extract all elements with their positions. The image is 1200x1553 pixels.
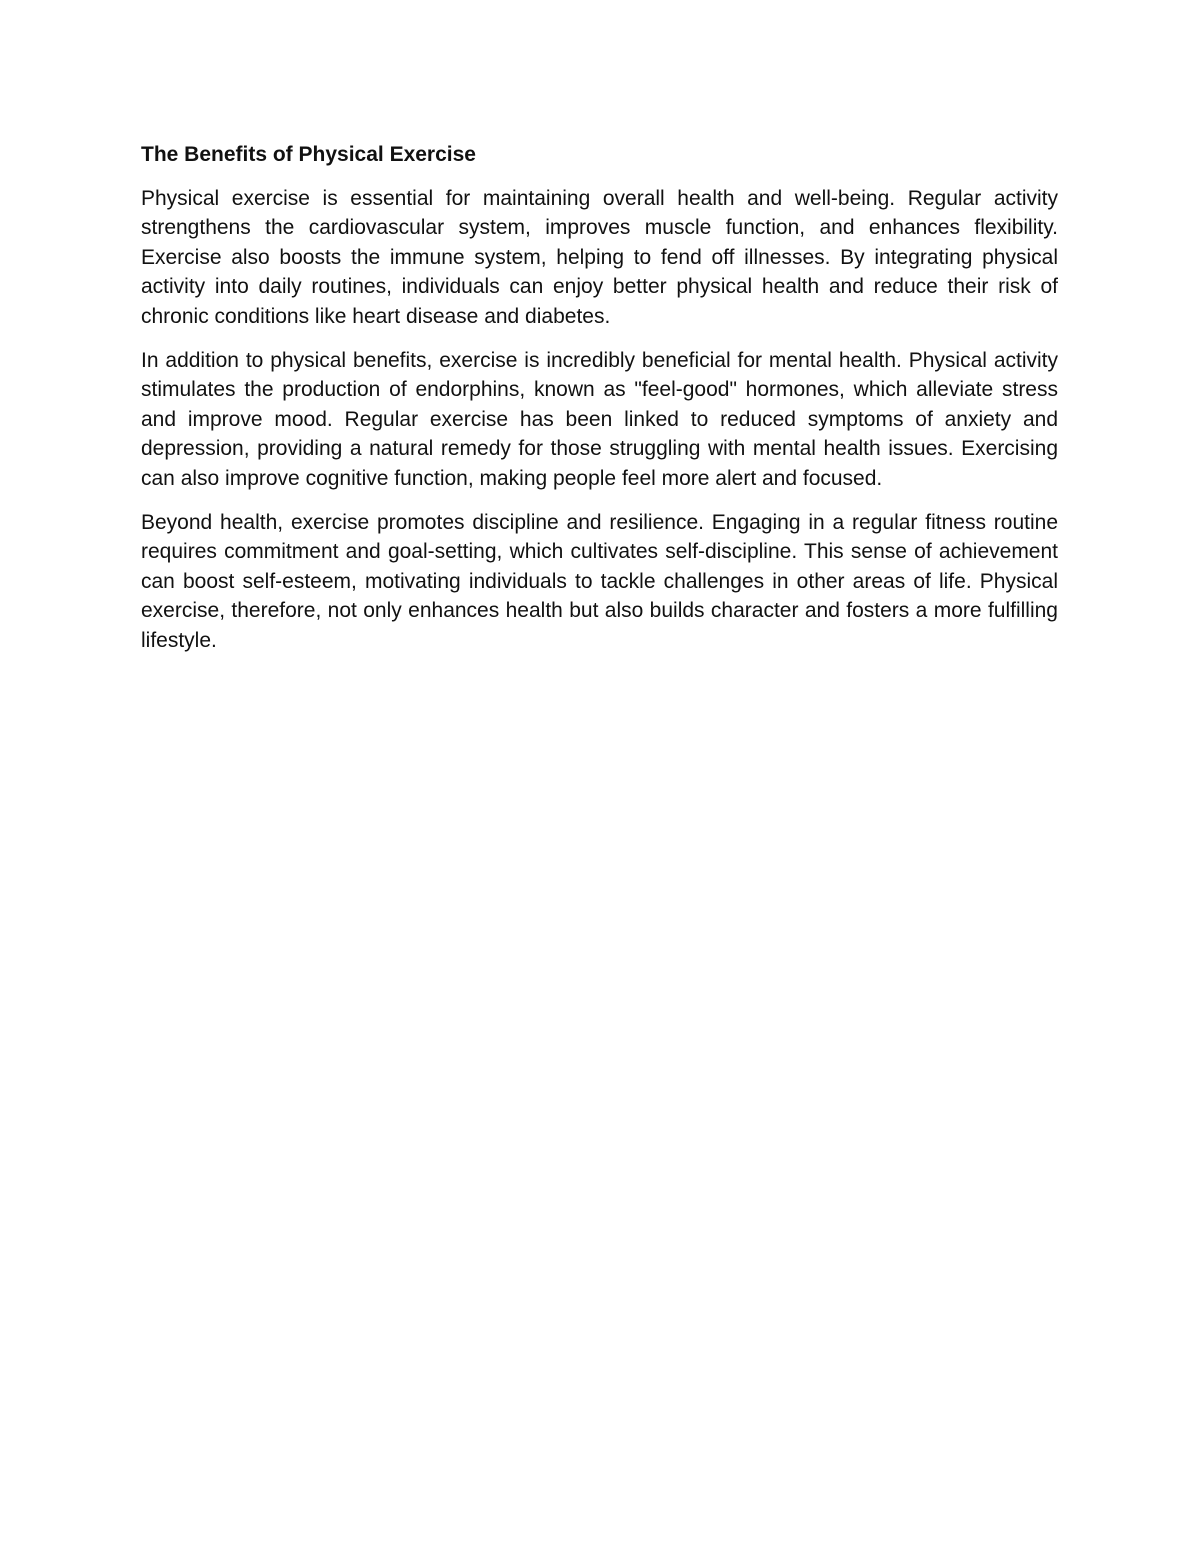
paragraph-discipline-benefits: Beyond health, exercise promotes discipline and resilience. Engaging in a regular fitness routine requires commitment and goal-setting, which cultivates self-discipline. This sense of achievement can boost self-esteem, motivating individuals to tackle challenges in other areas of life. Physical exercise, therefore, not only enhances health but also builds character and fosters a more fulfilling lifestyle.	[141, 511, 1058, 652]
paragraph-physical-benefits: Physical exercise is essential for maintaining overall health and well-being. Regular activity strengthens the cardiovascular system, improves muscle function, and enhances flexibility. Exercise also boosts the immune system, helping to fend off illnesses. By integrating physical activity into daily routines, individuals can enjoy better physical health and reduce their risk of chronic conditions like heart disease and diabetes.	[141, 187, 1058, 328]
document-title: The Benefits of Physical Exercise	[141, 143, 476, 166]
paragraph-mental-benefits: In addition to physical benefits, exercise is incredibly beneficial for mental health. Physical activity stimulates the production of endorphins, known as "feel-good" hormones, which alleviate stress and improve mood. Regular exercise has been linked to reduced symptoms of anxiety and depression, providing a natural remedy for those struggling with mental health issues. Exercising can also improve cognitive function, making people feel more alert and focused.	[141, 349, 1058, 490]
document-body	[141, 140, 1058, 670]
